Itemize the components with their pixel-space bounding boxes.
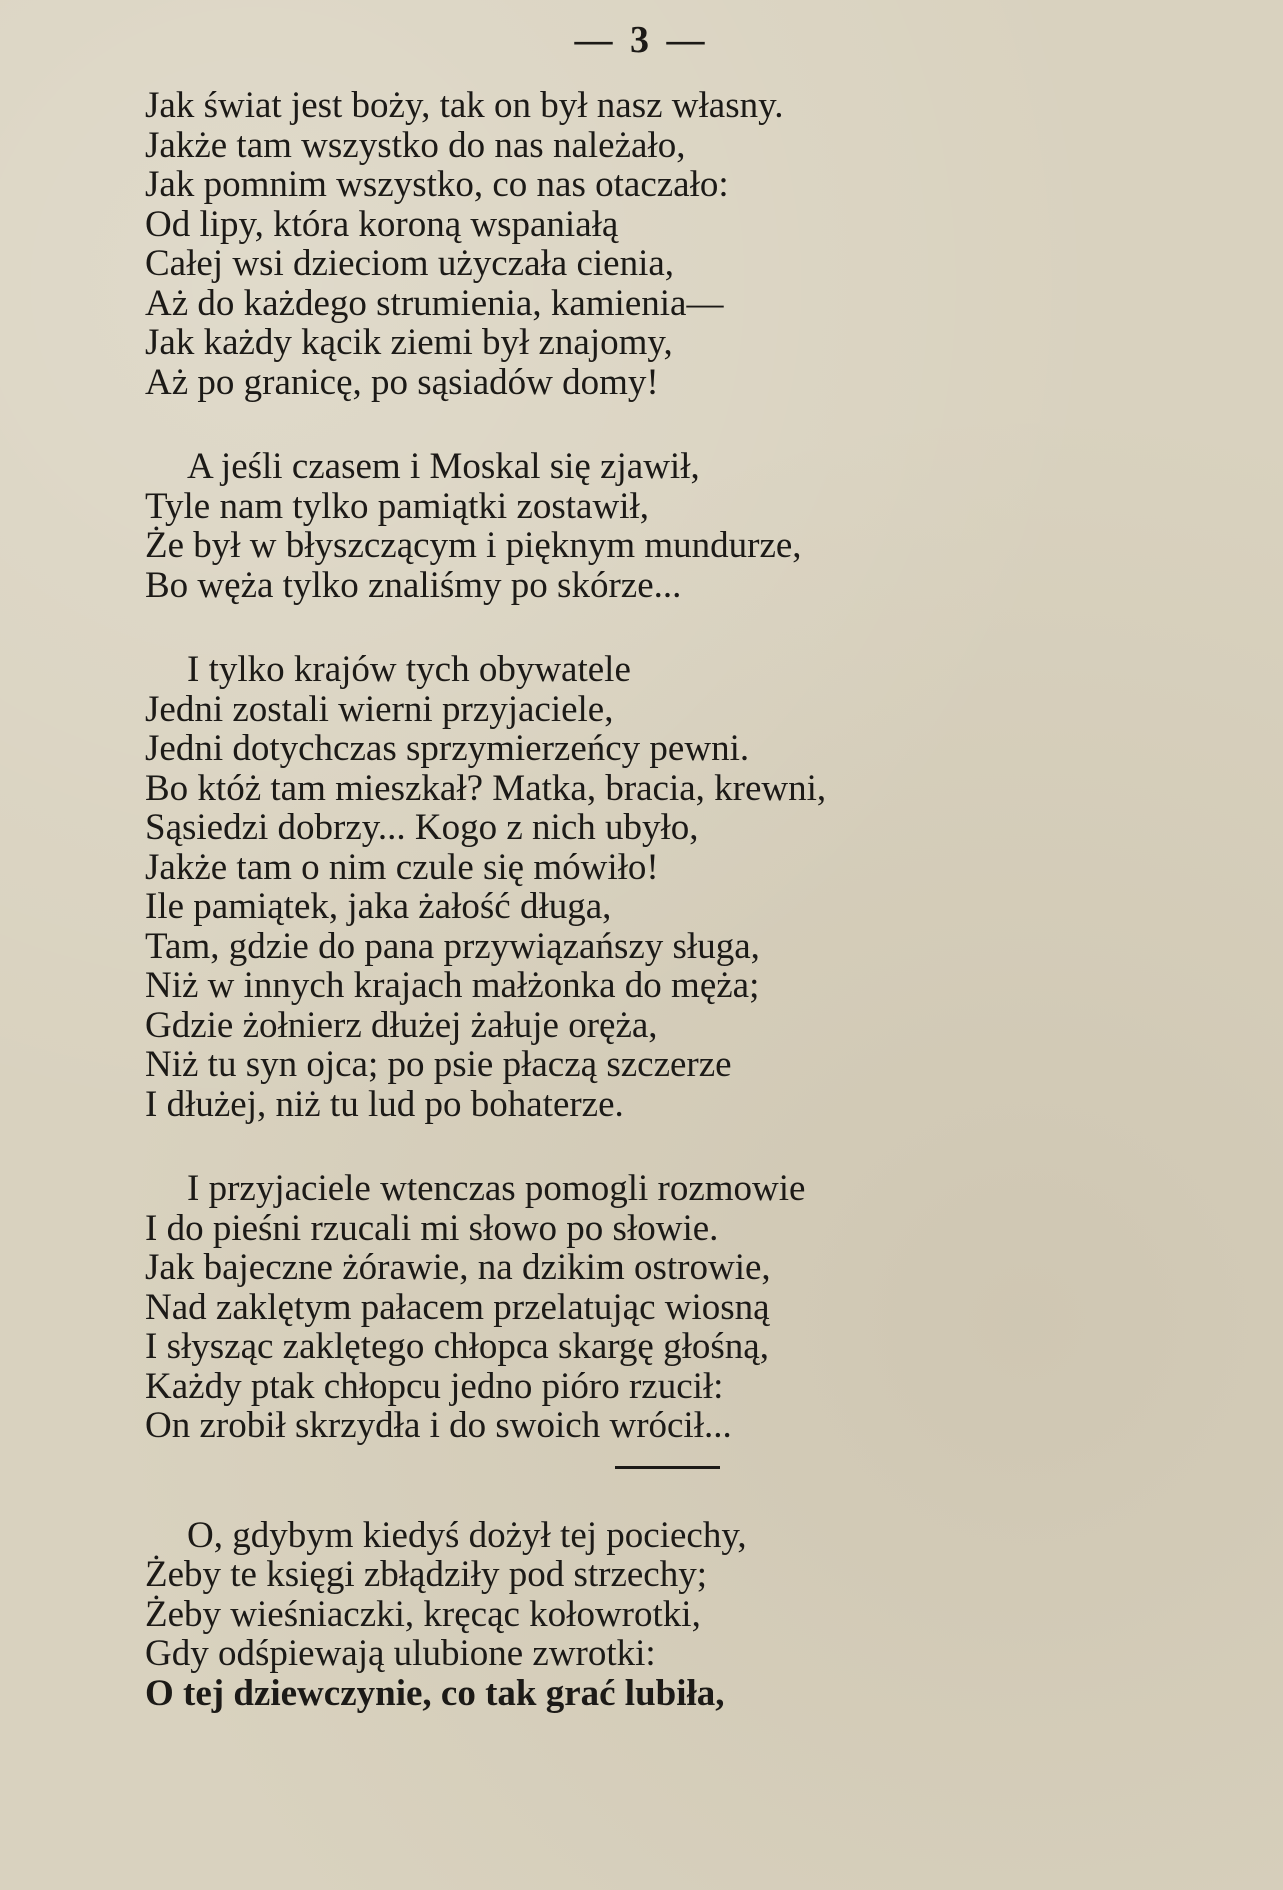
- poem-line: A jeśli czasem i Moskal się zjawił,: [187, 446, 700, 487]
- poem-line: I słysząc zaklętego chłopca skargę głośną,: [145, 1326, 769, 1367]
- poem-line: Niż w innych krajach małżonka do męża;: [145, 965, 760, 1006]
- poem-line: Niż tu syn ojca; po psie płaczą szczerze: [145, 1044, 732, 1085]
- poem-line: Żeby wieśniaczki, kręcąc kołowrotki,: [145, 1593, 701, 1635]
- poem-line: Jak pomnim wszystko, co nas otaczało:: [145, 164, 729, 205]
- poem-line: Każdy ptak chłopcu jedno pióro rzucił:: [145, 1365, 724, 1407]
- poem-line: Całej wsi dzieciom użyczała cienia,: [145, 243, 675, 284]
- page-number: — 3 —: [574, 19, 709, 61]
- poem-line: Bo węża tylko znaliśmy po skórze...: [145, 564, 682, 606]
- stanza-2: [145, 447, 1245, 605]
- poem-line: Jak świat jest boży, tak on był nasz własny.: [145, 85, 784, 126]
- poem-line: Sąsiedzi dobrzy... Kogo z nich ubyło,: [145, 807, 699, 848]
- poem-line: Jedni zostali wierni przyjaciele,: [145, 688, 614, 730]
- poem-text: [145, 86, 1245, 1713]
- poem-line: I przyjaciele wtenczas pomogli rozmowie: [187, 1168, 806, 1209]
- poem-line: O tej dziewczynie, co tak grać lubiła,: [145, 1672, 725, 1714]
- poem-line: Jedni dotychczas sprzymierzeńcy pewni.: [145, 728, 750, 769]
- poem-line: Że był w błyszczącym i pięknym mundurze,: [145, 525, 802, 566]
- section-divider: [145, 1446, 1245, 1516]
- divider-rule: [615, 1466, 720, 1469]
- poem-line: Gdy odśpiewają ulubione zwrotki:: [145, 1633, 656, 1674]
- stanza-gap: [145, 605, 1245, 650]
- stanza-gap: [145, 1124, 1245, 1169]
- poem-line: Tyle nam tylko pamiątki zostawił,: [145, 485, 649, 527]
- poem-line: Bo któż tam mieszkał? Matka, bracia, krewni,: [145, 767, 827, 809]
- poem-line: I tylko krajów tych obywatele: [187, 649, 631, 690]
- stanza-5: [145, 1516, 1245, 1714]
- poem-line: Gdzie żołnierz dłużej żałuje oręża,: [145, 1004, 658, 1046]
- poem-line: Nad zaklętym pałacem przelatując wiosną: [145, 1286, 770, 1328]
- poem-line: Żeby te księgi zbłądziły pod strzechy;: [145, 1554, 708, 1595]
- poem-line: Jak każdy kącik ziemi był znajomy,: [145, 322, 673, 363]
- stanza-gap: [145, 402, 1245, 447]
- poem-line: I dłużej, niż tu lud po bohaterze.: [145, 1083, 624, 1125]
- stanza-3: [145, 650, 1245, 1124]
- poem-line: O, gdybym kiedyś dożył tej pociechy,: [187, 1514, 747, 1556]
- poem-line: On zrobił skrzydła i do swoich wrócił...: [145, 1405, 732, 1446]
- stanza-1: [145, 86, 1245, 402]
- poem-line: Aż do każdego strumienia, kamienia—: [145, 282, 724, 324]
- poem-line: Aż po granicę, po sąsiadów domy!: [145, 361, 659, 403]
- poem-line: Od lipy, która koroną wspaniałą: [145, 203, 619, 245]
- poem-line: I do pieśni rzucali mi słowo po słowie.: [145, 1207, 719, 1249]
- stanza-4: [145, 1169, 1245, 1446]
- poem-line: Jak bajeczne żórawie, na dzikim ostrowie,: [145, 1247, 771, 1288]
- poem-line: Jakże tam o nim czule się mówiło!: [145, 846, 659, 888]
- poem-line: Ile pamiątek, jaka żałość długa,: [145, 886, 612, 927]
- poem-line: Tam, gdzie do pana przywiązańszy sługa,: [145, 925, 760, 967]
- poem-line: Jakże tam wszystko do nas należało,: [145, 124, 686, 166]
